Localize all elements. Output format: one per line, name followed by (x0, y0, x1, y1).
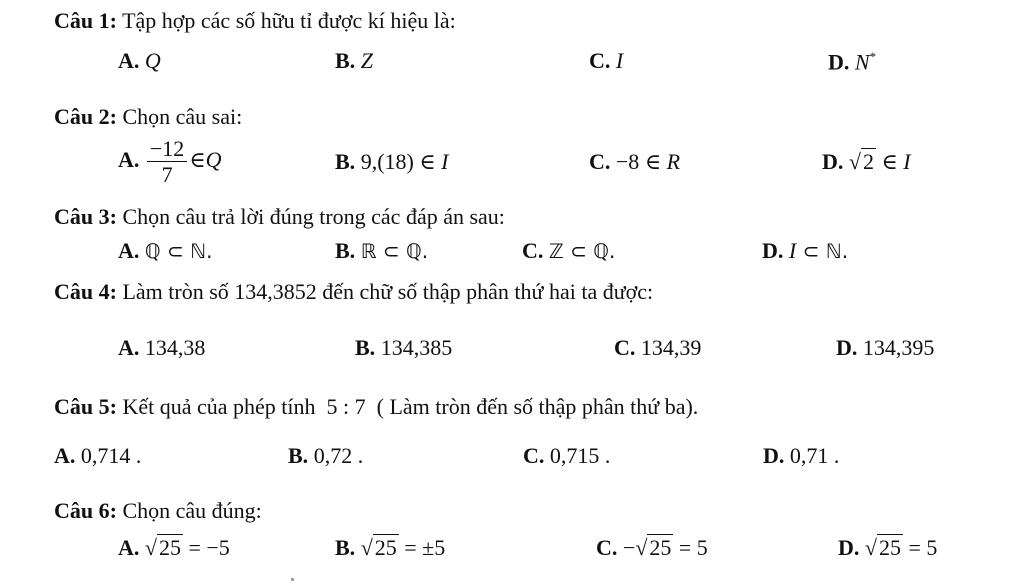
question-4-label: Câu 4: (54, 279, 117, 304)
q5-option-c[interactable]: C. 0,715 . (523, 443, 611, 468)
question-2-text: Chọn câu sai: (122, 104, 243, 129)
question-4-text: Làm tròn số 134,3852 đến chữ số thập phân thứ hai ta được: (122, 279, 654, 304)
fraction: $\frac{-12}{7}$ (147, 138, 187, 186)
question-6 (54, 500, 262, 522)
q4-option-a[interactable]: A. 134,38 (118, 335, 206, 360)
q6-option-d[interactable]: D. √25 = 5 (838, 535, 938, 560)
q4-option-d[interactable]: D. 134,395 (836, 335, 935, 360)
question-4 (54, 281, 653, 303)
q3-option-c[interactable]: C. ℤ ⊂ ℚ. (522, 238, 616, 263)
square-root: √2 (848, 149, 874, 174)
q4-option-c[interactable]: C. 134,39 (614, 335, 702, 360)
q2-option-c[interactable]: C. −8 ∈ R (589, 149, 681, 174)
question-1 (54, 10, 456, 32)
scan-speck (291, 578, 294, 581)
q1-option-a[interactable]: A. Q (118, 48, 161, 73)
question-6-text: Chọn câu đúng: (122, 498, 262, 523)
q2-option-b[interactable]: B. 9,(18) ∈ I (335, 149, 449, 174)
q3-option-b[interactable]: B. ℝ ⊂ ℚ. (335, 238, 429, 263)
q3-option-a[interactable]: A. ℚ ⊂ ℕ. (118, 238, 213, 263)
question-5 (54, 396, 698, 418)
question-1-label: Câu 1: (54, 8, 117, 33)
square-root: √25 (144, 535, 181, 560)
q5-option-b[interactable]: B. 0,72 . (288, 443, 364, 468)
q2-option-d[interactable]: D. √2 ∈ I (822, 149, 911, 174)
q5-option-d[interactable]: D. 0,71 . (763, 443, 840, 468)
square-root: √25 (864, 535, 901, 560)
q1-option-d[interactable]: D. N* (828, 49, 877, 75)
square-root: √25 (635, 535, 672, 560)
q3-option-d[interactable]: D. I ⊂ ℕ. (762, 238, 849, 263)
question-3-text: Chọn câu trả lời đúng trong các đáp án sau: (122, 204, 505, 229)
question-2 (54, 106, 242, 128)
q6-option-c[interactable]: C. −√25 = 5 (596, 535, 708, 560)
q2-option-a[interactable]: A. $\frac{-12}{7}$ ∈Q (118, 136, 222, 187)
q5-option-a[interactable]: A. 0,714 . (54, 443, 142, 468)
question-1-text: Tập hợp các số hữu tỉ được kí hiệu là: (122, 8, 456, 33)
question-3-label: Câu 3: (54, 204, 117, 229)
question-6-label: Câu 6: (54, 498, 117, 523)
q4-option-b[interactable]: B. 134,385 (355, 335, 453, 360)
q6-option-a[interactable]: A. √25 = −5 (118, 535, 230, 560)
question-5-label: Câu 5: (54, 394, 117, 419)
q6-option-b[interactable]: B. √25 = ±5 (335, 535, 446, 560)
q1-option-b[interactable]: B. Z (335, 48, 373, 73)
square-root: √25 (360, 535, 397, 560)
question-5-text: Kết quả của phép tính 5 : 7 ( Làm tròn đến số thập phân thứ ba). (122, 394, 699, 419)
question-2-label: Câu 2: (54, 104, 117, 129)
question-3 (54, 206, 505, 228)
q1-option-c[interactable]: C. I (589, 48, 624, 73)
